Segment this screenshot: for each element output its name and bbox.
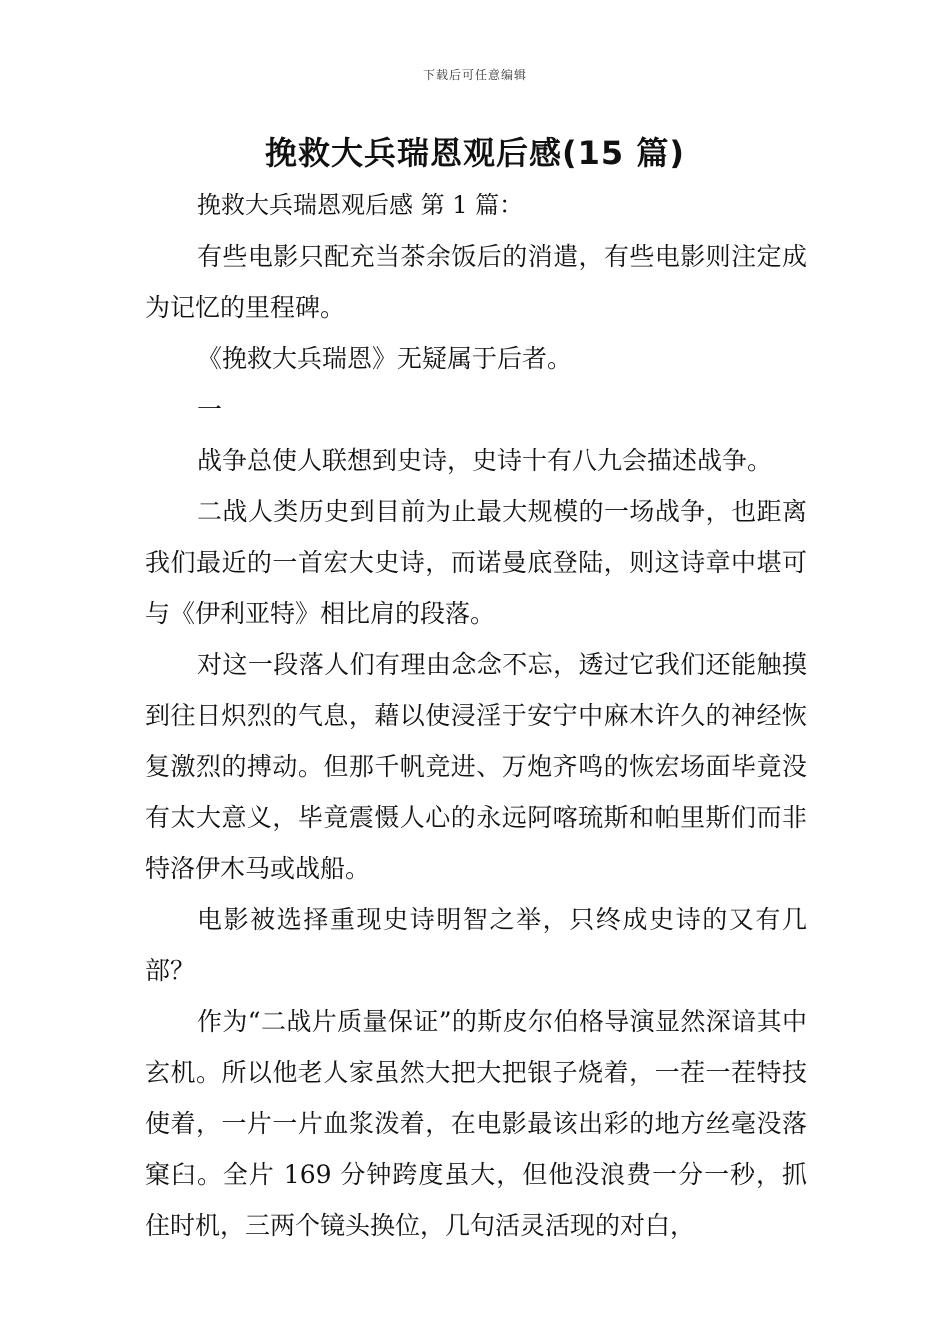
paragraph: 作为“二战片质量保证”的斯皮尔伯格导演显然深谙其中玄机。所以他老人家虽然大把大把银子烧着，一茬一茬特技使着，一片一片血浆泼着，在电影最该出彩的地方丝毫没落窠臼。全片 169 分钟跨度虽大，但他没浪费一分一秒，抓住时机，三两个镜头换位，几句活灵活现的对白，	[145, 1007, 807, 1240]
paragraph: 《挽救大兵瑞恩》无疑属于后者。	[197, 344, 573, 373]
section-heading: 挽救大兵瑞恩观后感 第 1 篇：	[197, 191, 524, 219]
document-body	[145, 180, 807, 1251]
document-title: 挽救大兵瑞恩观后感(15 篇)	[265, 134, 685, 172]
paragraph: 有些电影只配充当茶余饭后的消遣，有些电影则注定成为记忆的里程碑。	[145, 242, 807, 322]
paragraph: 对这一段落人们有理由念念不忘，透过它我们还能触摸到往日炽烈的气息，藉以使浸淫于安宁中麻木许久的神经恢复激烈的搏动。但那千帆竞进、万炮齐鸣的恢宏场面毕竟没有太大意义，毕竟震慑人心的永远阿喀琉斯和帕里斯们而非特洛伊木马或战船。	[145, 650, 807, 883]
paragraph: 一	[197, 395, 223, 424]
paragraph: 电影被选择重现史诗明智之举，只终成史诗的又有几部？	[145, 905, 807, 985]
header-note: 下载后可任意编辑	[422, 68, 527, 82]
paragraph: 二战人类历史到目前为止最大规模的一场战争，也距离我们最近的一首宏大史诗，而诺曼底登陆，则这诗章中堪可与《伊利亚特》相比肩的段落。	[145, 497, 807, 628]
paragraph: 战争总使人联想到史诗，史诗十有八九会描述战争。	[197, 446, 773, 475]
